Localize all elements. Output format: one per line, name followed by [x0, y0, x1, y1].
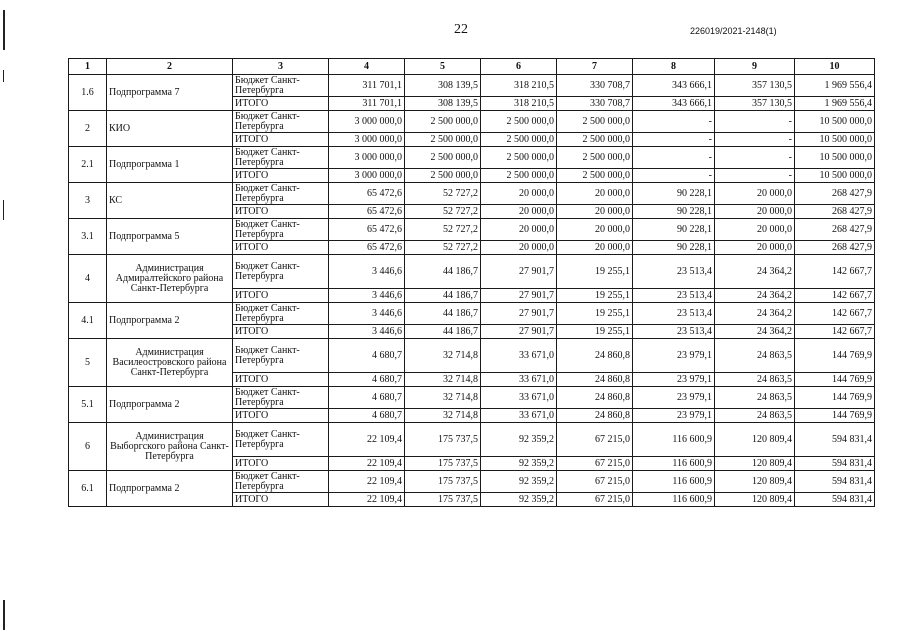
funding-source: Бюджет Санкт-Петербурга: [233, 339, 329, 373]
budget-value: 27 901,7: [481, 303, 557, 325]
page-number: 22: [454, 22, 468, 37]
funding-source: Бюджет Санкт-Петербурга: [233, 423, 329, 457]
total-value: 33 671,0: [481, 409, 557, 423]
budget-value: 33 671,0: [481, 339, 557, 373]
budget-value: 2 500 000,0: [481, 147, 557, 169]
total-value: 2 500 000,0: [405, 133, 481, 147]
total-label: ИТОГО: [233, 97, 329, 111]
funding-source: Бюджет Санкт-Петербурга: [233, 183, 329, 205]
total-value: 4 680,7: [329, 373, 405, 387]
table-row: [69, 111, 875, 133]
scan-edge-mark: [3, 600, 5, 630]
column-header-4: 4: [329, 59, 405, 75]
budget-value: 32 714,8: [405, 387, 481, 409]
program-name: Подпрограмма 7: [107, 75, 233, 111]
budget-value: 20 000,0: [557, 219, 633, 241]
row-number: 6: [69, 423, 107, 471]
total-value: -: [715, 169, 795, 183]
total-value: 22 109,4: [329, 493, 405, 507]
budget-value: 44 186,7: [405, 255, 481, 289]
total-value: 20 000,0: [557, 205, 633, 219]
budget-value: 23 513,4: [633, 255, 715, 289]
column-header-2: 2: [107, 59, 233, 75]
total-value: 308 139,5: [405, 97, 481, 111]
total-value: 343 666,1: [633, 97, 715, 111]
total-value: 175 737,5: [405, 457, 481, 471]
total-value: 268 427,9: [795, 241, 875, 255]
column-header-1: 1: [69, 59, 107, 75]
total-value: -: [715, 133, 795, 147]
total-value: 52 727,2: [405, 205, 481, 219]
total-value: 142 667,7: [795, 325, 875, 339]
funding-source: Бюджет Санкт-Петербурга: [233, 471, 329, 493]
budget-value: 65 472,6: [329, 219, 405, 241]
total-label: ИТОГО: [233, 133, 329, 147]
budget-value: 10 500 000,0: [795, 111, 875, 133]
total-label: ИТОГО: [233, 457, 329, 471]
total-value: 2 500 000,0: [557, 133, 633, 147]
budget-value: 19 255,1: [557, 255, 633, 289]
budget-value: 20 000,0: [715, 183, 795, 205]
total-value: 90 228,1: [633, 241, 715, 255]
total-value: 24 863,5: [715, 373, 795, 387]
total-value: 23 513,4: [633, 289, 715, 303]
total-value: 10 500 000,0: [795, 133, 875, 147]
funding-source: Бюджет Санкт-Петербурга: [233, 255, 329, 289]
row-number: 5.1: [69, 387, 107, 423]
total-value: 23 979,1: [633, 373, 715, 387]
budget-value: 22 109,4: [329, 471, 405, 493]
total-value: 2 500 000,0: [405, 169, 481, 183]
total-value: 24 863,5: [715, 409, 795, 423]
budget-value: 2 500 000,0: [557, 111, 633, 133]
program-name: Администрация Выборгского района Санкт-Петербурга: [107, 423, 233, 471]
total-value: 120 809,4: [715, 457, 795, 471]
total-value: 27 901,7: [481, 289, 557, 303]
budget-value: 32 714,8: [405, 339, 481, 373]
budget-value: 175 737,5: [405, 423, 481, 457]
total-label: ИТОГО: [233, 325, 329, 339]
budget-value: 92 359,2: [481, 423, 557, 457]
total-value: 175 737,5: [405, 493, 481, 507]
row-number: 5: [69, 339, 107, 387]
total-value: 10 500 000,0: [795, 169, 875, 183]
total-value: 3 446,6: [329, 325, 405, 339]
total-value: 22 109,4: [329, 457, 405, 471]
budget-value: 24 364,2: [715, 255, 795, 289]
budget-value: 3 000 000,0: [329, 111, 405, 133]
budget-value: 20 000,0: [557, 183, 633, 205]
total-label: ИТОГО: [233, 373, 329, 387]
budget-value: 52 727,2: [405, 219, 481, 241]
column-header-8: 8: [633, 59, 715, 75]
budget-value: 65 472,6: [329, 183, 405, 205]
scan-edge-mark: [3, 10, 5, 50]
total-value: 20 000,0: [715, 241, 795, 255]
table-row: [69, 183, 875, 205]
budget-value: 175 737,5: [405, 471, 481, 493]
budget-value: 116 600,9: [633, 471, 715, 493]
funding-source: Бюджет Санкт-Петербурга: [233, 111, 329, 133]
budget-value: 120 809,4: [715, 471, 795, 493]
row-number: 4.1: [69, 303, 107, 339]
total-value: 90 228,1: [633, 205, 715, 219]
budget-value: 3 446,6: [329, 255, 405, 289]
table-row: [69, 255, 875, 289]
budget-value: 24 863,5: [715, 339, 795, 373]
total-value: 52 727,2: [405, 241, 481, 255]
row-number: 6.1: [69, 471, 107, 507]
total-value: 311 701,1: [329, 97, 405, 111]
budget-value: 24 863,5: [715, 387, 795, 409]
total-value: 23 513,4: [633, 325, 715, 339]
table-row: [69, 75, 875, 97]
table-row: [69, 303, 875, 325]
total-value: 144 769,9: [795, 409, 875, 423]
budget-value: 20 000,0: [481, 183, 557, 205]
total-value: 318 210,5: [481, 97, 557, 111]
table-row: [69, 387, 875, 409]
budget-value: 3 446,6: [329, 303, 405, 325]
budget-value: 2 500 000,0: [481, 111, 557, 133]
total-value: 27 901,7: [481, 325, 557, 339]
total-value: -: [633, 133, 715, 147]
budget-value: 268 427,9: [795, 219, 875, 241]
budget-value: 594 831,4: [795, 423, 875, 457]
column-header-3: 3: [233, 59, 329, 75]
budget-value: 92 359,2: [481, 471, 557, 493]
total-value: 19 255,1: [557, 325, 633, 339]
total-label: ИТОГО: [233, 409, 329, 423]
budget-value: 144 769,9: [795, 387, 875, 409]
budget-value: 44 186,7: [405, 303, 481, 325]
total-value: 24 364,2: [715, 325, 795, 339]
total-value: 92 359,2: [481, 457, 557, 471]
budget-value: 33 671,0: [481, 387, 557, 409]
total-value: 144 769,9: [795, 373, 875, 387]
total-label: ИТОГО: [233, 169, 329, 183]
budget-value: 3 000 000,0: [329, 147, 405, 169]
total-value: 594 831,4: [795, 457, 875, 471]
total-value: 120 809,4: [715, 493, 795, 507]
budget-value: 357 130,5: [715, 75, 795, 97]
total-value: 20 000,0: [481, 241, 557, 255]
total-value: 357 130,5: [715, 97, 795, 111]
budget-value: 19 255,1: [557, 303, 633, 325]
budget-value: 116 600,9: [633, 423, 715, 457]
budget-value: 142 667,7: [795, 303, 875, 325]
total-label: ИТОГО: [233, 205, 329, 219]
total-label: ИТОГО: [233, 241, 329, 255]
program-name: КИО: [107, 111, 233, 147]
row-number: 2: [69, 111, 107, 147]
column-header-9: 9: [715, 59, 795, 75]
budget-value: -: [715, 147, 795, 169]
budget-value: 142 667,7: [795, 255, 875, 289]
table-row: [69, 423, 875, 457]
total-value: 116 600,9: [633, 493, 715, 507]
total-value: 44 186,7: [405, 325, 481, 339]
budget-value: 2 500 000,0: [557, 147, 633, 169]
budget-value: 268 427,9: [795, 183, 875, 205]
budget-value: 20 000,0: [481, 219, 557, 241]
total-value: 67 215,0: [557, 457, 633, 471]
total-value: 65 472,6: [329, 205, 405, 219]
budget-value: -: [633, 147, 715, 169]
total-value: 4 680,7: [329, 409, 405, 423]
budget-value: 330 708,7: [557, 75, 633, 97]
column-header-7: 7: [557, 59, 633, 75]
funding-source: Бюджет Санкт-Петербурга: [233, 303, 329, 325]
budget-value: 24 860,8: [557, 387, 633, 409]
column-header-10: 10: [795, 59, 875, 75]
program-name: КС: [107, 183, 233, 219]
budget-value: -: [633, 111, 715, 133]
total-value: 23 979,1: [633, 409, 715, 423]
column-header-5: 5: [405, 59, 481, 75]
total-value: 44 186,7: [405, 289, 481, 303]
table-row: [69, 219, 875, 241]
document-id: 226019/2021-2148(1): [690, 26, 777, 36]
budget-value: 4 680,7: [329, 339, 405, 373]
total-value: 3 446,6: [329, 289, 405, 303]
row-number: 4: [69, 255, 107, 303]
total-value: 33 671,0: [481, 373, 557, 387]
budget-value: 2 500 000,0: [405, 147, 481, 169]
column-header-6: 6: [481, 59, 557, 75]
budget-value: 1 969 556,4: [795, 75, 875, 97]
program-name: Администрация Василеостровского района Санкт-Петербурга: [107, 339, 233, 387]
row-number: 1.6: [69, 75, 107, 111]
budget-value: 20 000,0: [715, 219, 795, 241]
total-value: 20 000,0: [715, 205, 795, 219]
funding-source: Бюджет Санкт-Петербурга: [233, 387, 329, 409]
header-row: [69, 59, 875, 75]
total-value: 142 667,7: [795, 289, 875, 303]
total-value: 3 000 000,0: [329, 133, 405, 147]
total-value: 2 500 000,0: [557, 169, 633, 183]
budget-value: 23 513,4: [633, 303, 715, 325]
total-value: 2 500 000,0: [481, 133, 557, 147]
total-value: 24 860,8: [557, 409, 633, 423]
funding-source: Бюджет Санкт-Петербурга: [233, 147, 329, 169]
budget-value: 67 215,0: [557, 423, 633, 457]
total-label: ИТОГО: [233, 289, 329, 303]
budget-value: 308 139,5: [405, 75, 481, 97]
budget-value: 52 727,2: [405, 183, 481, 205]
total-value: -: [633, 169, 715, 183]
program-name: Подпрограмма 1: [107, 147, 233, 183]
total-value: 594 831,4: [795, 493, 875, 507]
budget-value: 23 979,1: [633, 387, 715, 409]
program-name: Подпрограмма 2: [107, 303, 233, 339]
row-number: 2.1: [69, 147, 107, 183]
row-number: 3.1: [69, 219, 107, 255]
total-value: 32 714,8: [405, 373, 481, 387]
budget-value: 2 500 000,0: [405, 111, 481, 133]
total-value: 268 427,9: [795, 205, 875, 219]
scan-edge-mark: [3, 70, 4, 82]
table-row: [69, 147, 875, 169]
budget-value: 120 809,4: [715, 423, 795, 457]
program-name: Подпрограмма 2: [107, 387, 233, 423]
budget-value: 23 979,1: [633, 339, 715, 373]
total-value: 92 359,2: [481, 493, 557, 507]
total-value: 116 600,9: [633, 457, 715, 471]
total-value: 67 215,0: [557, 493, 633, 507]
total-value: 2 500 000,0: [481, 169, 557, 183]
funding-source: Бюджет Санкт-Петербурга: [233, 219, 329, 241]
table-row: [69, 471, 875, 493]
program-name: Администрация Адмиралтейского района Санкт-Петербурга: [107, 255, 233, 303]
total-value: 330 708,7: [557, 97, 633, 111]
budget-value: 311 701,1: [329, 75, 405, 97]
total-value: 20 000,0: [557, 241, 633, 255]
budget-value: 24 364,2: [715, 303, 795, 325]
budget-value: 27 901,7: [481, 255, 557, 289]
budget-value: 90 228,1: [633, 219, 715, 241]
budget-value: 4 680,7: [329, 387, 405, 409]
scan-edge-mark: [3, 200, 4, 220]
total-label: ИТОГО: [233, 493, 329, 507]
budget-value: 594 831,4: [795, 471, 875, 493]
budget-value: 144 769,9: [795, 339, 875, 373]
row-number: 3: [69, 183, 107, 219]
total-value: 1 969 556,4: [795, 97, 875, 111]
budget-value: 24 860,8: [557, 339, 633, 373]
budget-value: -: [715, 111, 795, 133]
budget-value: 343 666,1: [633, 75, 715, 97]
total-value: 65 472,6: [329, 241, 405, 255]
program-name: Подпрограмма 2: [107, 471, 233, 507]
total-value: 20 000,0: [481, 205, 557, 219]
table-row: [69, 339, 875, 373]
total-value: 24 860,8: [557, 373, 633, 387]
budget-value: 67 215,0: [557, 471, 633, 493]
budget-value: 90 228,1: [633, 183, 715, 205]
budget-value: 10 500 000,0: [795, 147, 875, 169]
table-body: [69, 75, 875, 507]
total-value: 3 000 000,0: [329, 169, 405, 183]
budget-table: [68, 58, 875, 507]
budget-value: 22 109,4: [329, 423, 405, 457]
total-value: 19 255,1: [557, 289, 633, 303]
budget-value: 318 210,5: [481, 75, 557, 97]
program-name: Подпрограмма 5: [107, 219, 233, 255]
total-value: 32 714,8: [405, 409, 481, 423]
funding-source: Бюджет Санкт-Петербурга: [233, 75, 329, 97]
total-value: 24 364,2: [715, 289, 795, 303]
